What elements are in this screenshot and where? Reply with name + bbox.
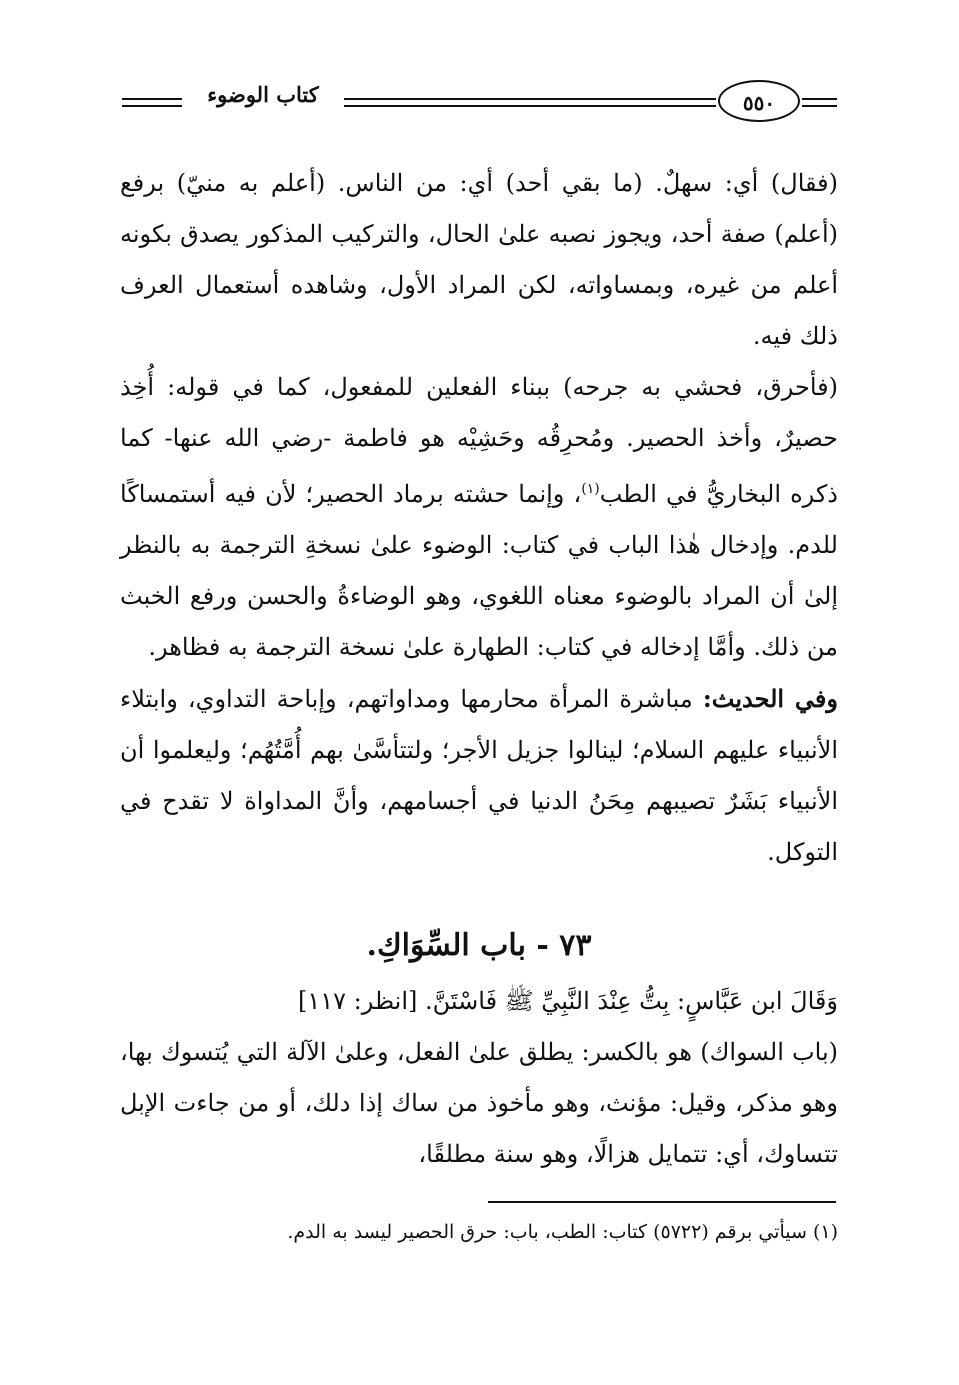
section-body — [120, 976, 838, 1180]
hadith-text: مباشرة المرأة محارمها ومداواتهم، وإباحة التداوي، وابتلاء الأنبياء عليهم السلام؛ لينالوا جزيل الأجر؛ ولتتأسَّىٰ بهم أُمَّتُهُم؛ وليعلموا أن الأنبياء بَشَرٌ تصيبهم مِحَنُ الدنيا في أجسامهم، وأنَّ المداواة لا تقدح في التوكل. — [120, 685, 838, 866]
section-quote: وَقَالَ ابن عَبَّاسٍ: بِتُّ عِنْدَ النَّبِيِّ ﷺ فَاسْتَنَّ. [انظر: ١١٧] — [297, 987, 838, 1015]
header-rule-middle — [344, 98, 716, 100]
header-rule-middle-lower — [344, 105, 716, 107]
footnote-text: (١) سيأتي برقم (٥٧٢٢) كتاب: الطب، باب: حرق الحصير ليسد به الدم. — [287, 1221, 838, 1243]
header-rule-right — [802, 98, 837, 100]
section-heading: ٧٣ - باب السِّوَاكِ. — [366, 928, 592, 963]
paragraph-2-part-1: (فأحرق، فحشي به جرحه) ببناء الفعلين للمفعول، كما في قوله: أُخِذ حصيرٌ، وأخذ الحصير. ومُحرِقُه وحَشِيْه هو فاطمة -رضي الله عنها- كما ذكره البخاريُّ في الطب — [120, 373, 838, 508]
page-header — [122, 78, 837, 130]
paragraph-2-part-2: ، وإنما حشته برماد الحصير؛ لأن فيه أستمساكًا للدم. وإدخال هٰذا الباب في كتاب: الوضوء علىٰ نسخةِ الترجمة به بالنظر إلىٰ أن المراد بالوضوء معناه اللغوي، وهو الوضاءةُ والحسن ورفع الخبث من ذلك. وأمَّا إدخاله في كتاب: الطهارة علىٰ نسخة الترجمة به فظاهر. — [120, 480, 838, 661]
footnote-divider — [488, 1201, 836, 1203]
section-commentary: (باب السواك) هو بالكسر: يطلق علىٰ الفعل، وعلىٰ الآلة التي يُتسوك بها، وهو مذكر، وقيل: مؤنث، وهو مأخوذ من ساك إذا دلك، أو من جاءت الإبل تتساوك، أي: تتمايل هزالًا، وهو سنة مطلقًا، — [120, 1038, 838, 1168]
header-rule-right-lower — [802, 105, 837, 107]
header-rule-left — [122, 98, 182, 100]
main-text — [120, 158, 838, 878]
paragraph-1: (فقال) أي: سهلٌ. (ما بقي أحد) أي: من الناس. (أعلم به منيّ) برفع (أعلم) صفة أحد، ويجوز نصبه علىٰ الحال، والتركيب المذكور يصدق بكونه أعلم من غيره، وبمساواته، لكن المراد الأول، وشاهده أستعمال العرف ذلك فيه. — [120, 169, 839, 350]
running-title: كتاب الوضوء — [207, 82, 319, 107]
hadith-paragraph — [120, 673, 838, 878]
header-rule-left-lower — [122, 105, 182, 107]
page-number: ٥٥٠ — [718, 80, 800, 122]
footnote-reference[interactable]: (١) — [581, 481, 600, 497]
hadith-lead: وفي الحديث: — [702, 684, 838, 713]
paragraph-2 — [120, 362, 838, 673]
